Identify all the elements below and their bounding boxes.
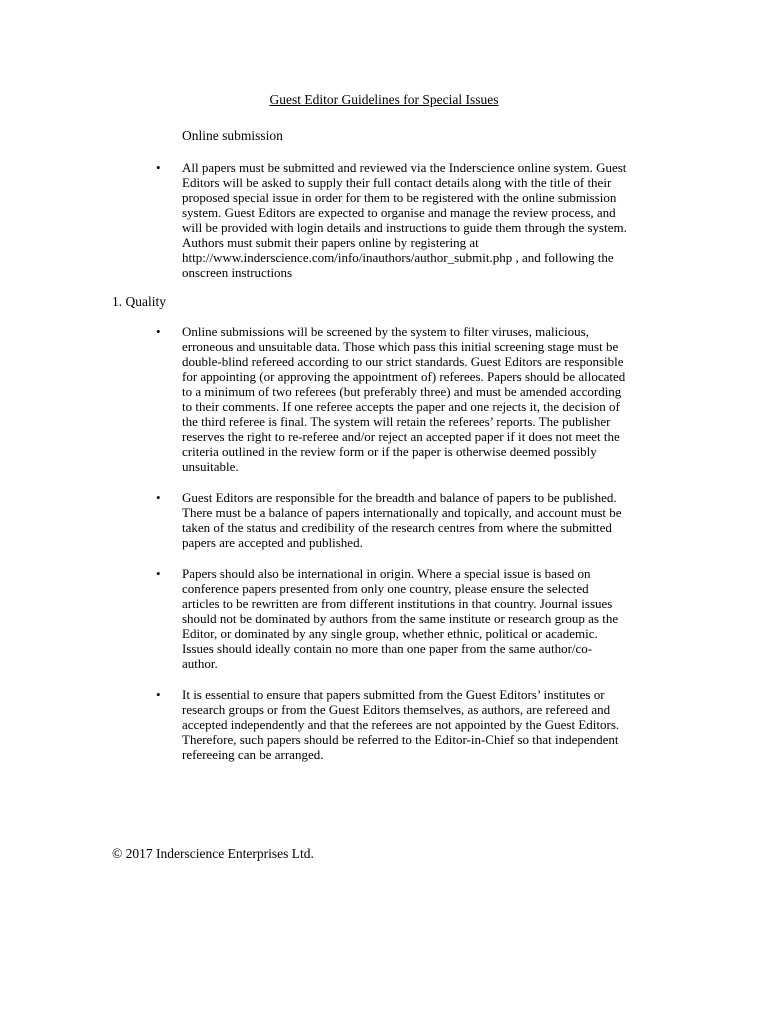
copyright-footer: © 2017 Inderscience Enterprises Ltd. — [112, 846, 314, 861]
online-submission-heading: Online submission — [182, 128, 283, 143]
bullet-dot: • — [156, 566, 161, 581]
bullet-dot: • — [156, 160, 161, 175]
document-title: Guest Editor Guidelines for Special Issues — [269, 92, 499, 107]
bullet-text: It is essential to ensure that papers submitted from the Guest Editors’ institutes or research groups or from the Guest Editors themselves, as authors, are refereed and accepted independently and that the referees are not appointed by the Guest Editors. Therefore, such papers should be referred to the Editor-in-Chief so that independent refereeing can be arranged. — [182, 687, 620, 762]
bullet-dot: • — [156, 490, 161, 505]
bullet-text: Online submissions will be screened by the system to filter viruses, malicious, erroneous and unsuitable data. Those which pass this initial screening stage must be double-blind refereed according to our strict standards. Guest Editors are responsible for appointing (or approving the appointment of) referees. Papers should be allocated to a minimum of two referees (but preferably three) and must be amended according to their comments. If one referee accepts the paper and one rejects it, the decision of the third referee is final. The system will retain the referees’ reports. The publisher reserves the right to re-referee and/or reject an accepted paper if it does not meet the criteria outlined in the review form or if the paper is otherwise deemed possibly unsuitable. — [182, 324, 626, 474]
bullet-dot: • — [156, 324, 161, 339]
bullet-text: Papers should also be international in origin. Where a special issue is based on conference papers presented from only one country, please ensure the selected articles to be rewritten are from different institutions in that country. Journal issues should not be dominated by authors from the same institute or research group as the Editor, or dominated by any single group, whether ethnic, political or academic. Issues should ideally contain no more than one paper from the same author/co- author. — [182, 566, 619, 671]
quality-heading: 1. Quality — [112, 294, 166, 309]
bullet-text: All papers must be submitted and reviewed via the Inderscience online system. Guest Editors will be asked to supply their full contact details along with the title of their proposed special issue in order for them to be registered with the online submission system. Guest Editors are expected to organise and manage the review process, and will be provided with login details and instructions to guide them through the system. Authors must submit their papers online by registering at http://www.inderscience.com/info/inauthors/author_submit.php , and following the onscreen instructions — [182, 160, 627, 280]
bullet-dot: • — [156, 687, 161, 702]
bullet-text: Guest Editors are responsible for the breadth and balance of papers to be published. There must be a balance of papers internationally and topically, and account must be taken of the status and credibility of the research centres from where the submitted papers are accepted and published. — [182, 490, 622, 550]
